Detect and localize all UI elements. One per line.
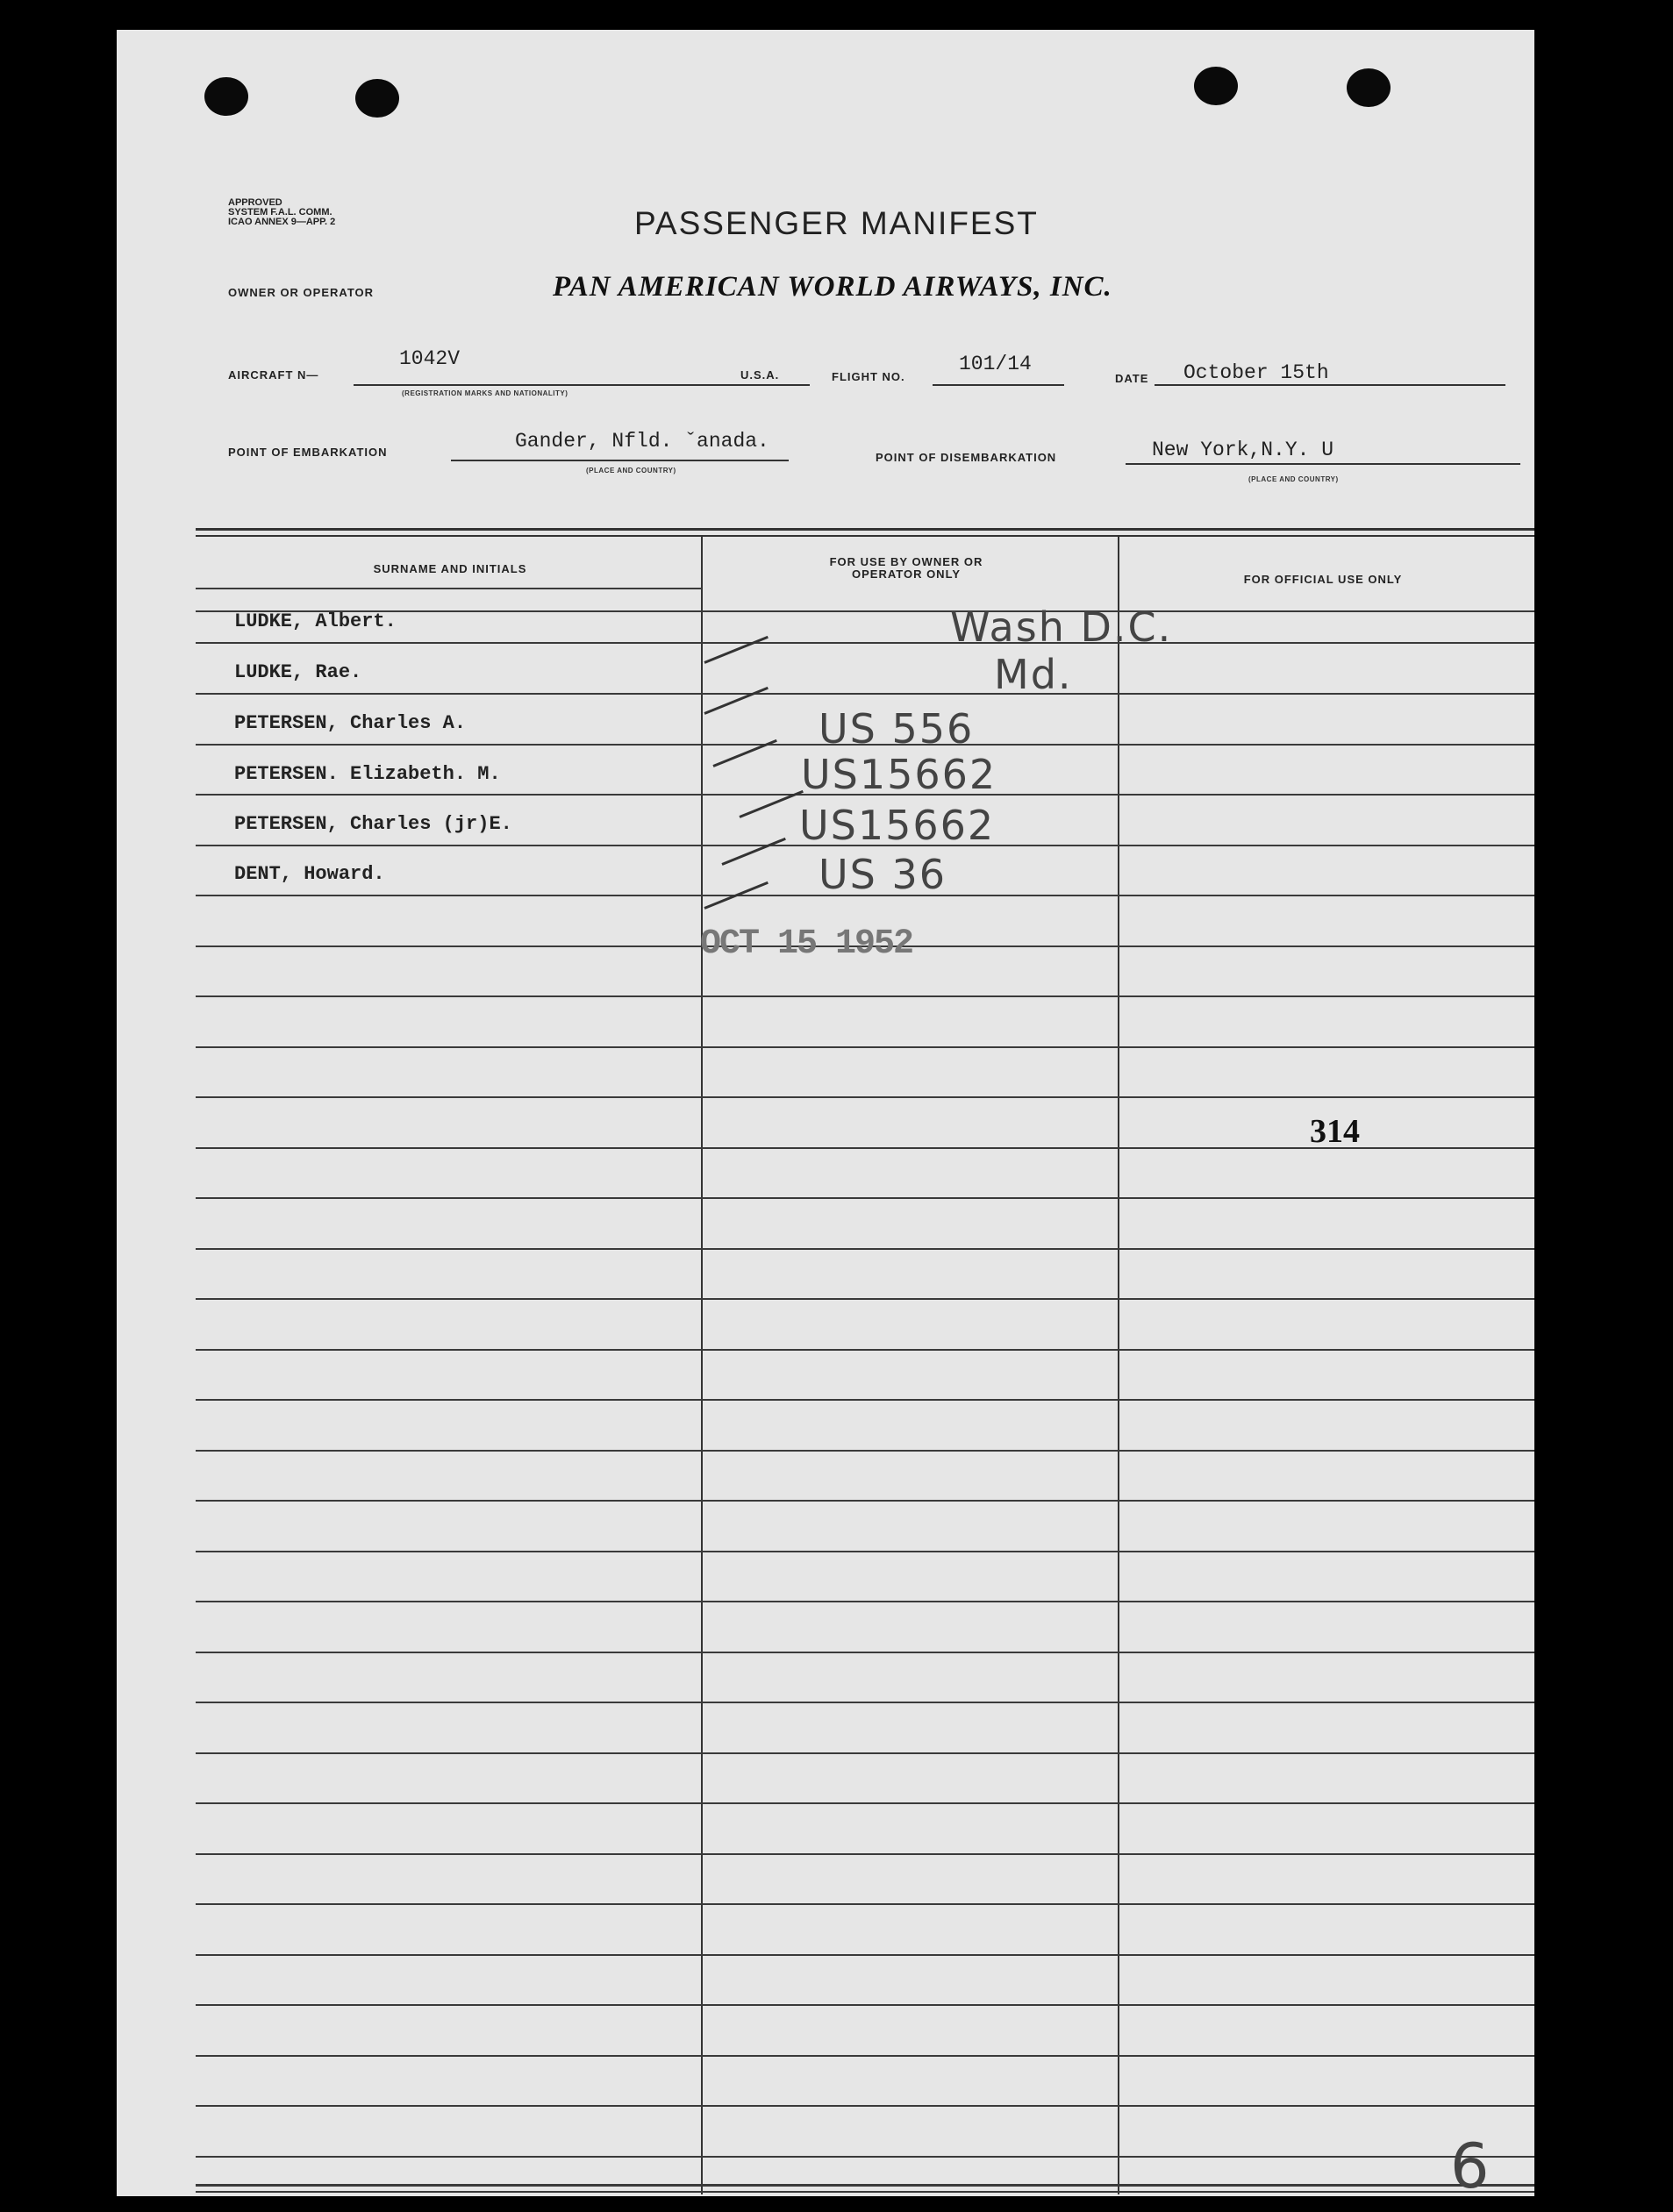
table-row-line (196, 1601, 1534, 1602)
owner-value: PAN AMERICAN WORLD AIRWAYS, INC. (553, 271, 1112, 303)
table-row-line (196, 995, 1534, 997)
table-top-rule (196, 528, 1534, 531)
passenger-name: DENT, Howard. (234, 863, 385, 885)
column-divider-1 (701, 537, 703, 2194)
table-row-line (196, 1752, 1534, 1754)
table-row-line (196, 1248, 1534, 1250)
disembark-value: New York,N.Y. U (1152, 439, 1334, 461)
country-label: U.S.A. (740, 368, 780, 382)
table-row-line (196, 1652, 1534, 1653)
passenger-note: Md. (994, 651, 1073, 698)
table-row-line (196, 1702, 1534, 1703)
passenger-note: Wash D.C. (950, 603, 1173, 651)
table-row-line (196, 1349, 1534, 1351)
table-row-line (196, 642, 1534, 644)
aircraft-underline (354, 384, 810, 386)
table-bottom-rule-2 (196, 2191, 1534, 2193)
punch-hole-2 (355, 79, 399, 118)
page-title: PASSENGER MANIFEST (634, 205, 1039, 241)
aircraft-value: 1042V (399, 347, 461, 370)
flight-label: FLIGHT NO. (832, 370, 905, 383)
flight-underline (933, 384, 1064, 386)
manifest-page (117, 30, 1534, 2202)
column-header-operator: FOR USE BY OWNER OR OPERATOR ONLY (829, 555, 983, 581)
passenger-name: LUDKE, Rae. (234, 661, 362, 683)
table-row-line (196, 1903, 1534, 1905)
table-row-line (196, 1853, 1534, 1855)
punch-hole-3 (1194, 67, 1238, 105)
embark-value: Gander, Nfld. ˇanada. (515, 430, 769, 453)
table-row-line (196, 2105, 1534, 2107)
approved-line: SYSTEM F.A.L. COMM. (228, 207, 332, 218)
table-row-line (196, 1197, 1534, 1199)
table-row-line (196, 1954, 1534, 1956)
passenger-name: LUDKE, Albert. (234, 610, 397, 632)
passenger-note: US15662 (799, 802, 996, 849)
table-row-line (196, 1500, 1534, 1502)
embark-underline (451, 460, 789, 461)
table-row-line (196, 693, 1534, 695)
table-row-line (196, 2004, 1534, 2006)
owner-label: OWNER OR OPERATOR (228, 286, 375, 299)
check-mark (704, 636, 768, 664)
date-label: DATE (1115, 372, 1149, 385)
punch-hole-4 (1347, 68, 1391, 107)
passenger-note: US 556 (819, 705, 975, 753)
table-row-line (196, 1551, 1534, 1552)
passenger-note: US 36 (819, 851, 947, 898)
date-stamp: OCT 15 1952 (700, 924, 913, 964)
table-row-line (196, 588, 702, 589)
embark-caption: (PLACE AND COUNTRY) (586, 467, 676, 475)
column-header-surname: SURNAME AND INITIALS (373, 562, 527, 575)
embark-label: POINT OF EMBARKATION (228, 446, 388, 459)
approved-line: ICAO ANNEX 9—APP. 2 (228, 217, 336, 227)
check-mark (721, 838, 785, 866)
flight-value: 101/14 (959, 353, 1032, 375)
disembark-label: POINT OF DISEMBARKATION (876, 451, 1057, 464)
table-row-line (196, 1802, 1534, 1804)
column-divider-2 (1118, 537, 1119, 2194)
passenger-name: PETERSEN, Charles (jr)E. (234, 813, 512, 835)
disembark-underline (1126, 463, 1520, 465)
table-row-line (196, 1298, 1534, 1300)
table-row-line (196, 1046, 1534, 1048)
table-row-line (196, 1399, 1534, 1401)
passenger-name: PETERSEN. Elizabeth. M. (234, 763, 501, 785)
column-header-official: FOR OFFICIAL USE ONLY (1243, 573, 1403, 586)
table-bottom-rule (196, 2184, 1534, 2187)
aircraft-caption: (REGISTRATION MARKS AND NATIONALITY) (402, 389, 568, 397)
passenger-name: PETERSEN, Charles A. (234, 712, 467, 734)
passenger-note: US15662 (801, 751, 997, 798)
approved-block (228, 198, 335, 227)
table-row-line (196, 2055, 1534, 2057)
table-row-line (196, 1096, 1534, 1098)
table-row-line (196, 2156, 1534, 2158)
punch-hole-1 (204, 77, 248, 116)
check-mark (704, 687, 768, 715)
approved-line: APPROVED (228, 197, 282, 208)
page-number: 314 (1310, 1113, 1360, 1150)
aircraft-label: AIRCRAFT N— (228, 368, 319, 382)
table-row-line (196, 610, 1534, 612)
date-underline (1155, 384, 1505, 386)
table-row-line (196, 1450, 1534, 1452)
disembark-caption: (PLACE AND COUNTRY) (1248, 475, 1339, 483)
table-top-rule-2 (196, 535, 1534, 537)
handwritten-corner-number: 6 (1450, 2130, 1491, 2202)
date-value: October 15th (1183, 361, 1329, 384)
